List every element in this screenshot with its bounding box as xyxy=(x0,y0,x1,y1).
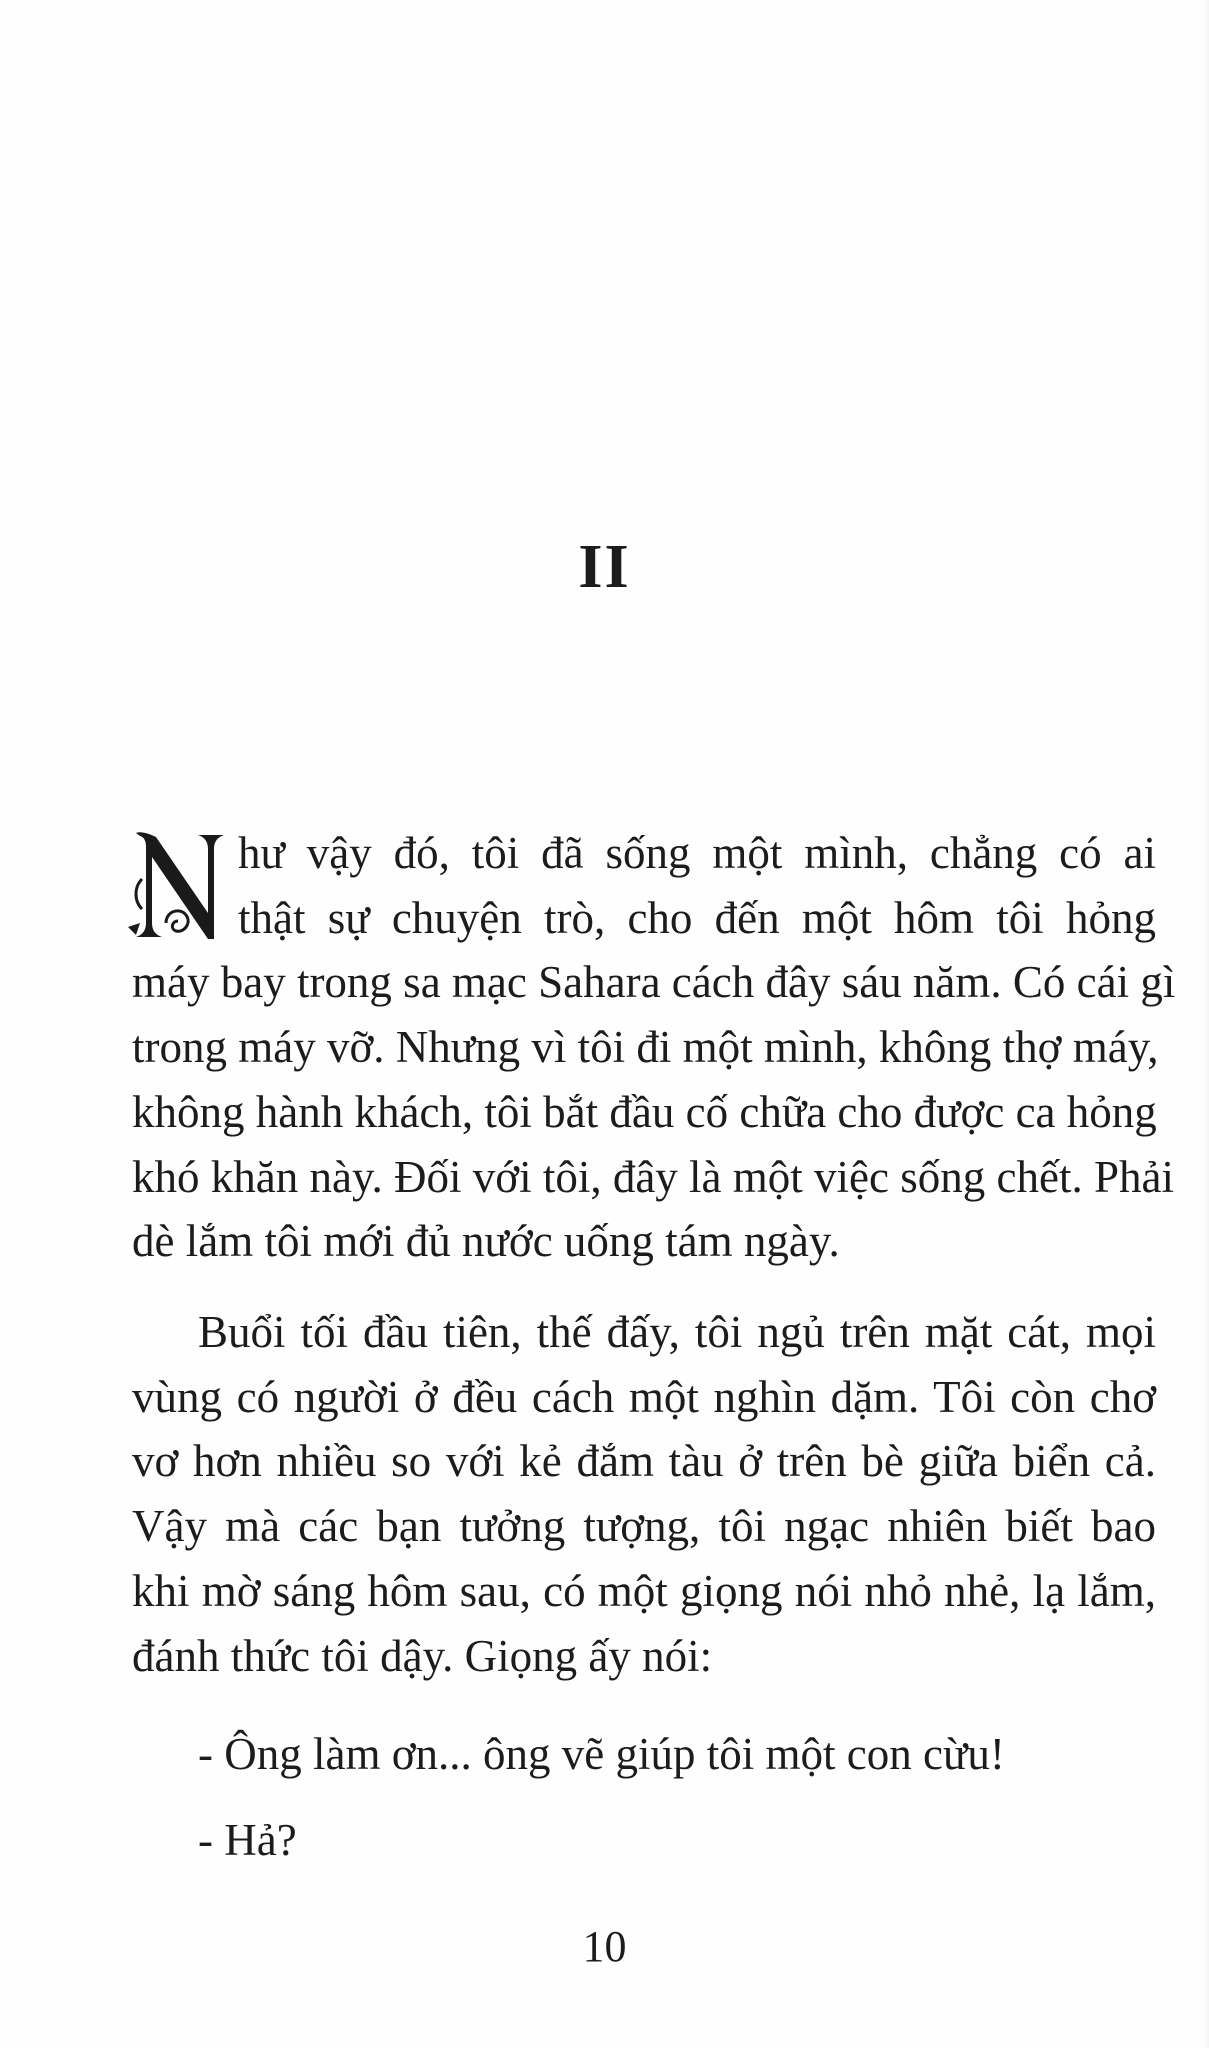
text-line: dè lắm tôi mới đủ nước uống tám ngày. xyxy=(132,1216,840,1267)
text-line: vơ hơn nhiều so với kẻ đắm tàu ở trên bè giữa biển cả. xyxy=(132,1436,1156,1487)
text-line: vùng có người ở đều cách một nghìn dặm. Tôi còn chơ xyxy=(132,1371,1156,1422)
text-line: khó khăn này. Đối với tôi, đây là một việc sống chết. Phải xyxy=(132,1151,1174,1202)
dialogue-text: - Hả? xyxy=(198,1815,297,1865)
drop-cap-letter xyxy=(126,827,232,945)
text-line: thật sự chuyện trò, cho đến một hôm tôi hỏng xyxy=(238,892,1156,943)
page-number: 10 xyxy=(582,1922,627,1971)
text-line: Vậy mà các bạn tưởng tượng, tôi ngạc nhiên biết bao xyxy=(132,1501,1156,1552)
chapter-title: II xyxy=(578,533,631,601)
paragraph-1 xyxy=(132,821,1176,1274)
text-line: Buổi tối đầu tiên, thế đấy, tôi ngủ trên mặt cát, mọi xyxy=(198,1307,1156,1357)
dialogue-line-2 xyxy=(132,1808,1156,1873)
dialogue-text: - Ông làm ơn... ông vẽ giúp tôi một con cừu! xyxy=(198,1729,1005,1779)
paragraph-2 xyxy=(132,1300,1156,1688)
text-line: khi mờ sáng hôm sau, có một giọng nói nhỏ nhẻ, lạ lắm, xyxy=(132,1565,1156,1616)
text-line: máy bay trong sa mạc Sahara cách đây sáu năm. Có cái gì xyxy=(132,957,1176,1008)
text-line: đánh thức tôi dậy. Giọng ấy nói: xyxy=(132,1630,713,1681)
text-line: trong máy vỡ. Nhưng vì tôi đi một mình, không thợ máy, xyxy=(132,1022,1159,1073)
dialogue-line-1 xyxy=(132,1722,1156,1787)
text-line: không hành khách, tôi bắt đầu cố chữa cho được ca hỏng xyxy=(132,1086,1157,1137)
text-line: hư vậy đó, tôi đã sống một mình, chẳng có ai xyxy=(238,828,1156,878)
